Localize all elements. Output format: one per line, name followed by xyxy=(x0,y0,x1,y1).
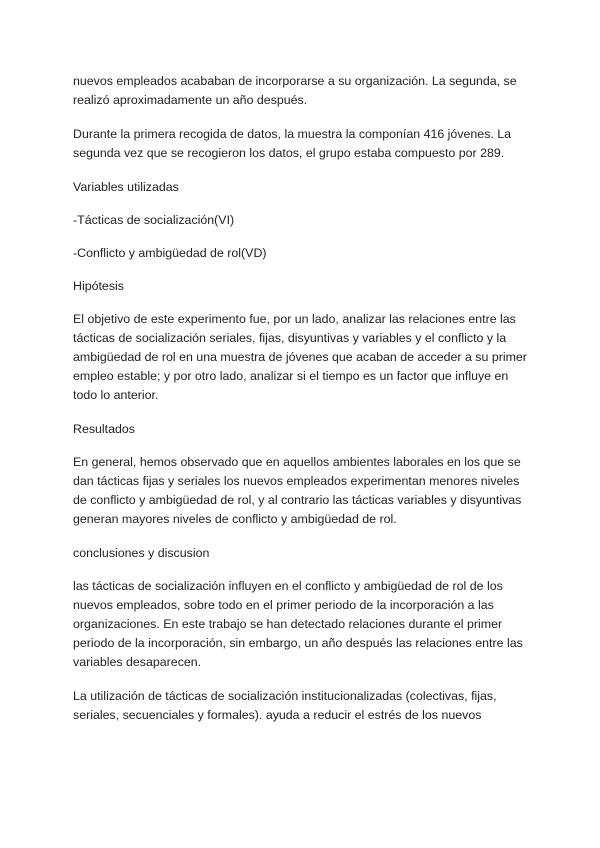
paragraph-conclusions: las tácticas de socialización influyen en el conflicto y ambigüedad de rol de los nuevos empleados, sobre todo en el primer periodo de la incorporación a las organizaciones. En este trabajo se han detectado relaciones durante el primer periodo de la incorporación, sin embargo, un año después las relaciones entre las variables desaparecen. xyxy=(73,579,523,669)
paragraph-intro-continuation: nuevos empleados acababan de incorporarse a su organización. La segunda, se realizó aproximadamente un año después. xyxy=(73,74,517,107)
paragraph-sample: Durante la primera recogida de datos, la muestra la componían 416 jóvenes. La segunda vez que se recogieron los datos, el grupo estaba compuesto por 289. xyxy=(73,127,512,160)
heading-results: Resultados xyxy=(73,422,135,436)
document-page xyxy=(73,72,533,740)
variable-dependent: -Conflicto y ambigüedad de rol(VD) xyxy=(73,246,267,260)
variable-independent: -Tácticas de socialización(VI) xyxy=(73,213,235,227)
paragraph-results: En general, hemos observado que en aquellos ambientes laborales en los que se dan tácticas fijas y seriales los nuevos empleados experimentan menores niveles de conflicto y ambigüedad de rol, y al contrario las tácticas variables y disyuntivas generan mayores niveles de conflicto y ambigüedad de rol. xyxy=(73,455,522,526)
heading-variables: Variables utilizadas xyxy=(73,180,179,194)
paragraph-institutional-tactics: La utilización de tácticas de socialización institucionalizadas (colectivas, fijas, seriales, secuenciales y formales). ayuda a reducir el estrés de los nuevos xyxy=(73,689,497,722)
paragraph-hypothesis: El objetivo de este experimento fue, por un lado, analizar las relaciones entre las tácticas de socialización seriales, fijas, disyuntivas y variables y el conflicto y la ambigüedad de rol en una muestra de jóvenes que acaban de acceder a su primer empleo estable; y por otro lado, analizar si el tiempo es un factor que influye en todo lo anterior. xyxy=(73,312,527,402)
heading-conclusions: conclusiones y discusion xyxy=(73,546,210,560)
heading-hypothesis: Hipótesis xyxy=(73,279,124,293)
